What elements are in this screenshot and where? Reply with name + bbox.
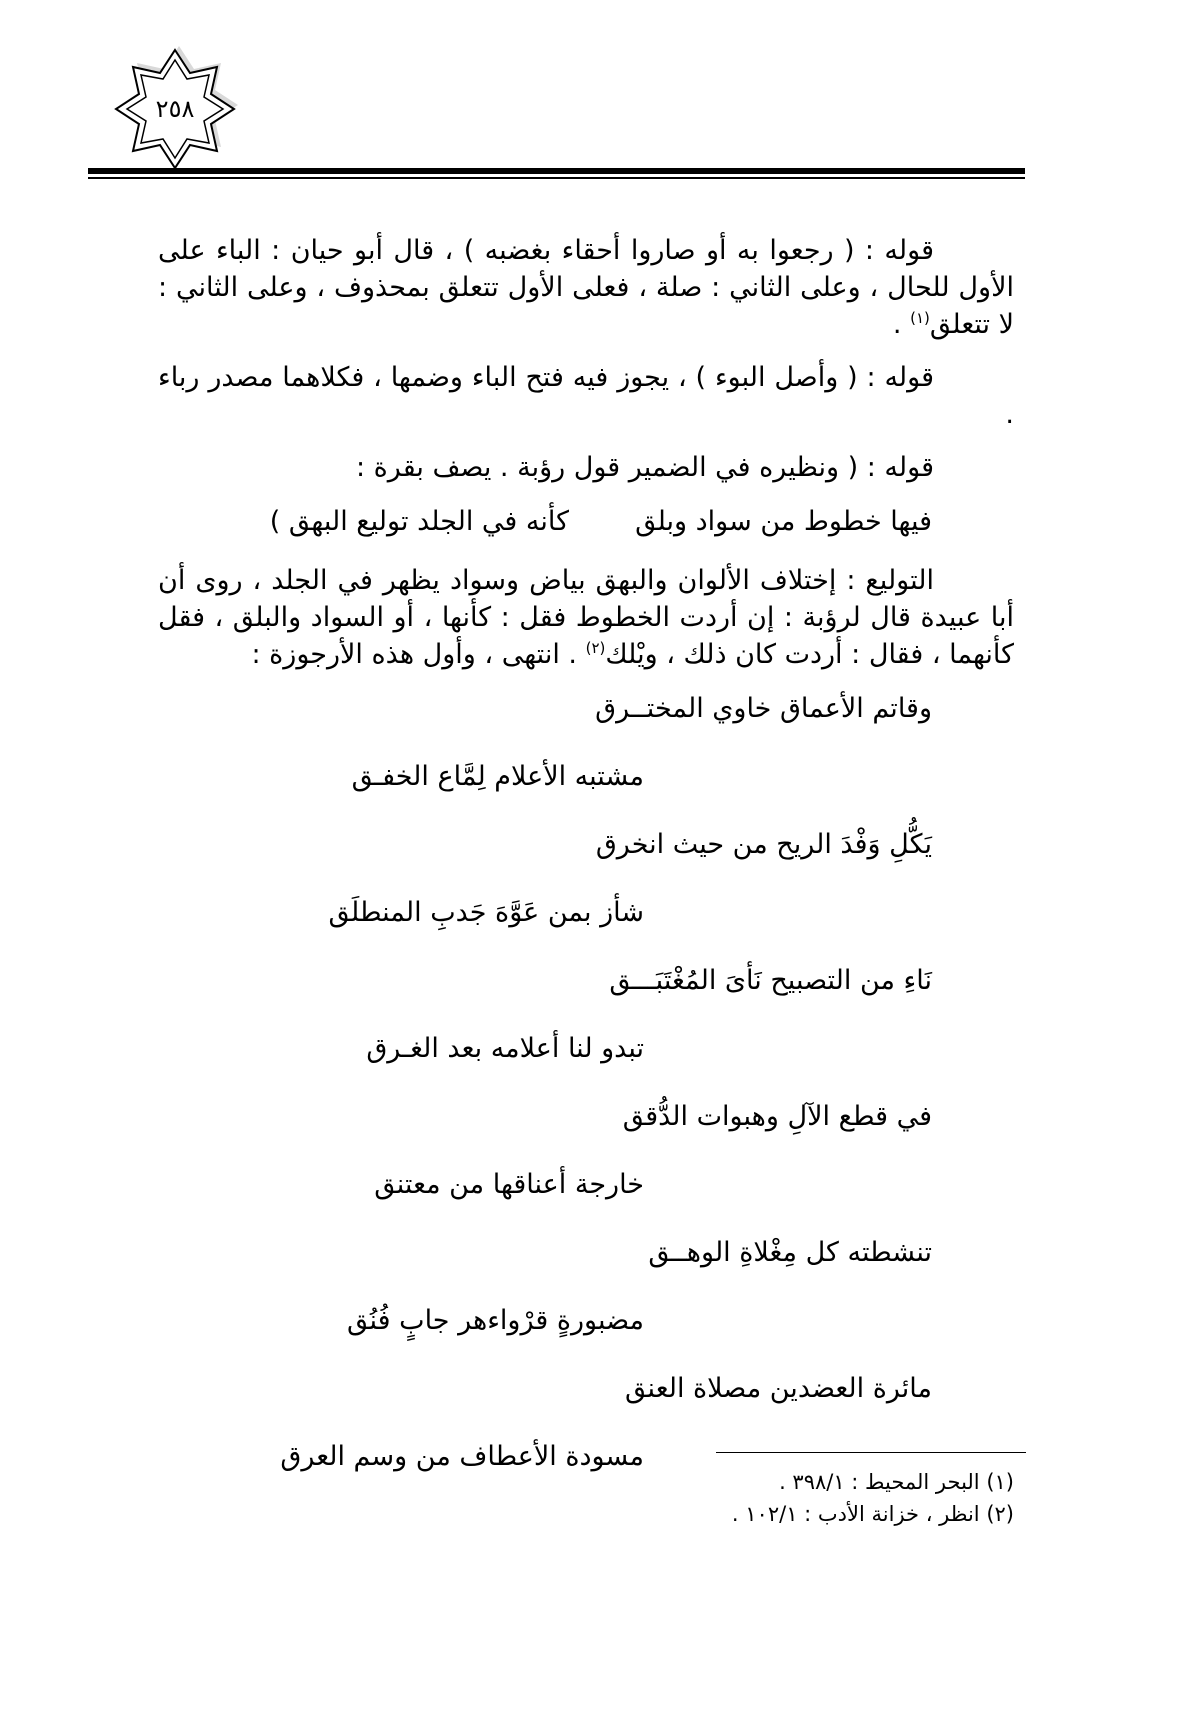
paragraph: [158, 449, 1014, 486]
page-number-badge: [110, 44, 240, 174]
main-text: [158, 232, 1014, 1505]
verse-line: شأز بمن عَوَّهَ جَدبِ المنطلَق: [328, 897, 644, 928]
header-rule-thick: [88, 168, 1025, 174]
verse-line: تنشطته كل مِغْلاةِ الوهــق: [648, 1237, 932, 1268]
verse-list: [158, 689, 1014, 1505]
footnote: (٢) انظر ، خزانة الأدب : ١٠٢/١ .: [731, 1502, 1014, 1526]
verse-line: خارجة أعناقها من معتنق: [374, 1169, 644, 1200]
paragraph: [158, 359, 1014, 433]
explanation-paragraph: [158, 562, 1014, 673]
verse-line: مائرة العضدين مصلاة العنق: [625, 1373, 932, 1404]
footnote: (١) البحر المحيط : ٣٩٨/١ .: [779, 1470, 1014, 1494]
paragraph-tail: .: [892, 309, 911, 340]
verse-line: تبدو لنا أعلامه بعد الغـرق: [366, 1033, 644, 1064]
footnote-separator: [716, 1452, 1026, 1453]
paragraph-text: التوليع : إختلاف الألوان والبهق بياض وسواد يظهر في الجلد ، روى أن أبا عبيدة قال لرؤبة : إن أردت الخطوط فقل : كأنها ، أو السواد والبلق ، فقل كأنهما ، فقال : أردت كان ذلك ، ويْلك: [158, 565, 1014, 670]
verse-line: يَكُّلِ وَفْدَ الريح من حيث انخرق: [595, 829, 932, 860]
verse-line: مسودة الأعطاف من وسم العرق: [280, 1441, 644, 1472]
footnotes: [732, 1466, 1014, 1530]
verse-line: نَاءِ من التصبيح نَأىَ المُغْتَبَـــق: [609, 965, 932, 996]
verse-line: في قطع الآلِ وهبوات الدُّقق: [622, 1101, 932, 1132]
verse-line: وقاتم الأعماق خاوي المختــرق: [595, 693, 932, 724]
paragraph-text: قوله : ( رجعوا به أو صاروا أحقاء بغضبه ) ، قال أبو حيان : الباء على الأول للحال ، وعلى الثاني : صلة ، فعلى الأول تتعلق بمحذوف ، وعلى الثاني : لا تتعلق: [158, 235, 1014, 340]
header-rule-thin: [88, 177, 1025, 179]
paragraph-text: قوله : ( وأصل البوء ) ، يجوز فيه فتح الباء وضمها ، فكلاهما مصدر رباء .: [158, 362, 1014, 430]
paragraph: [158, 232, 1014, 343]
page-number: ٢٥٨: [155, 95, 195, 123]
footnote-ref: (٢): [585, 639, 606, 657]
paragraph-text: قوله : ( ونظيره في الضمير قول رؤبة . يصف بقرة :: [355, 452, 934, 483]
footnote-ref: (١): [910, 309, 930, 327]
second-hemistich: كأنه في الجلد توليع البهق ): [269, 506, 569, 537]
verse-line: مضبورةٍ قرْواءهر جابٍ فُنُق: [347, 1305, 644, 1336]
paragraph-tail: . انتهى ، وأول هذه الأرجوزة :: [251, 639, 586, 670]
verse-line: مشتبه الأعلام لِمَّاع الخفـق: [351, 761, 644, 792]
poem-couplet: [158, 502, 1014, 554]
first-hemistich: فيها خطوط من سواد وبلق: [635, 506, 932, 537]
